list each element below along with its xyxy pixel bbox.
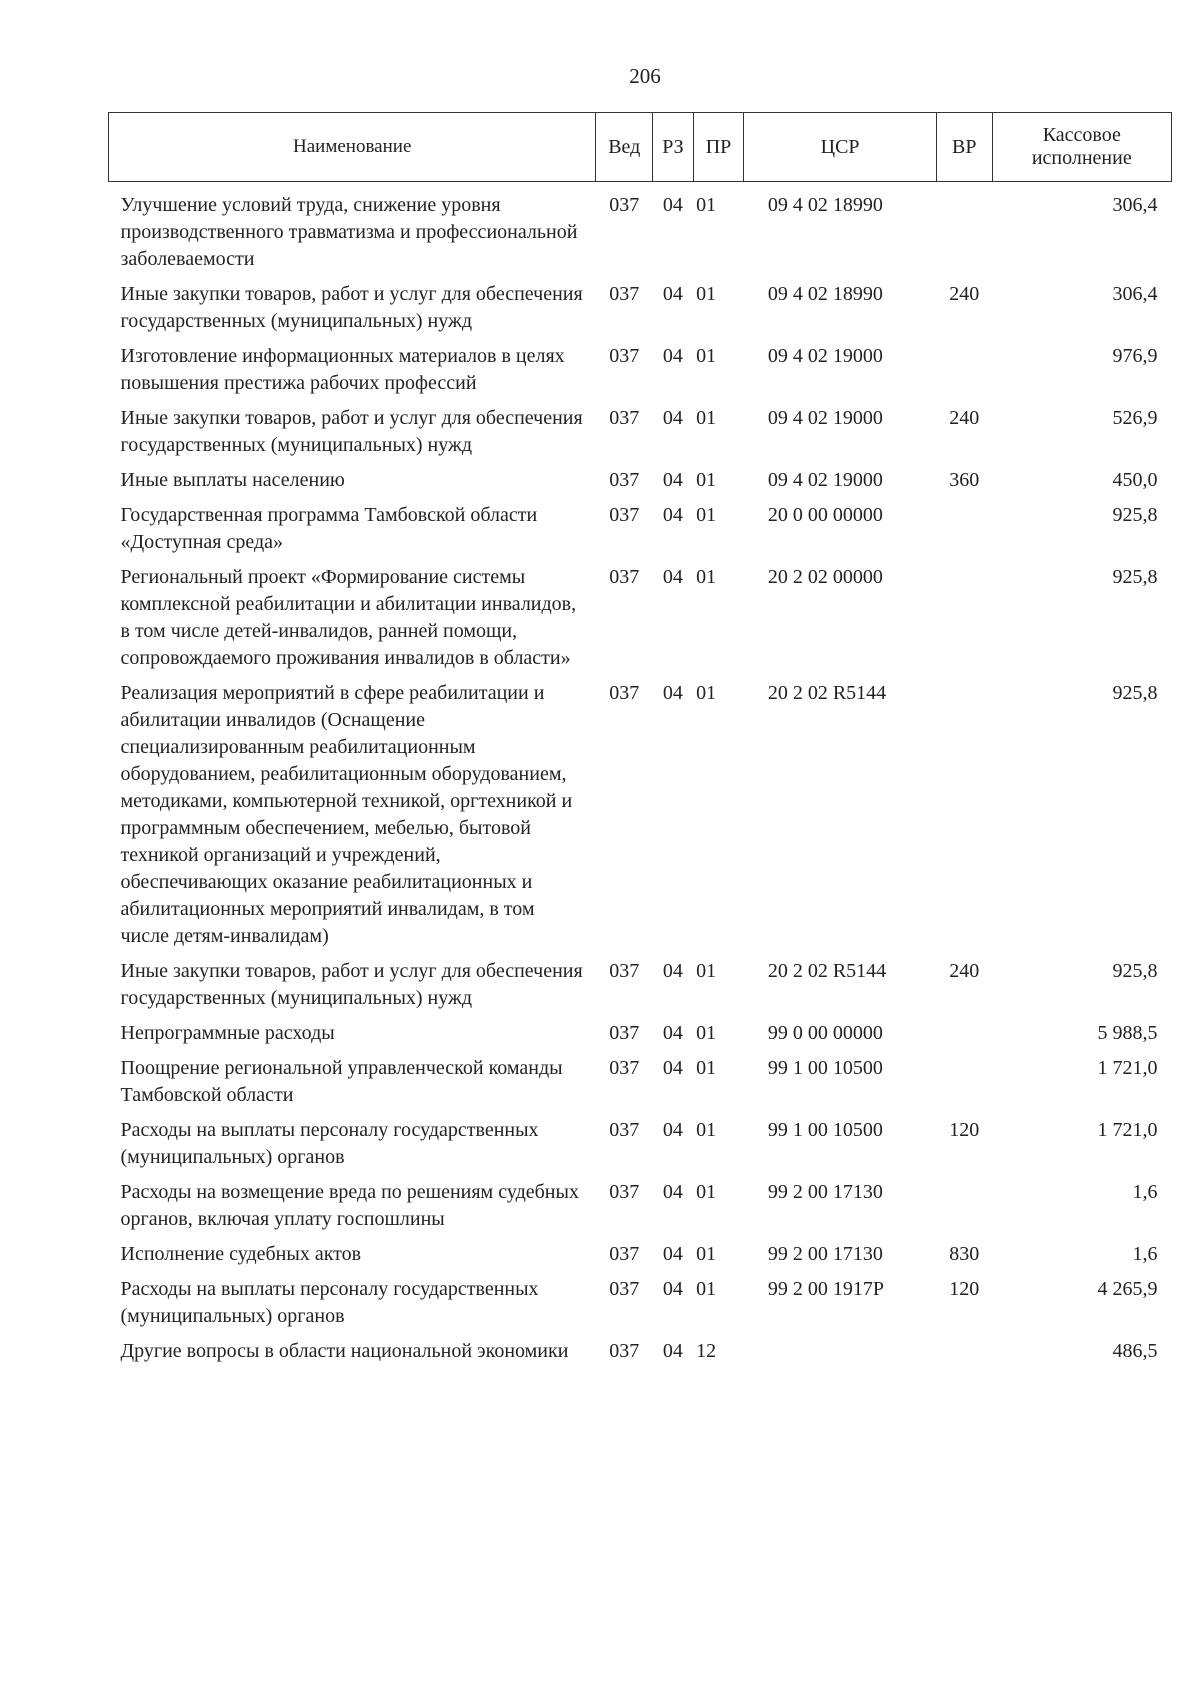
table-row xyxy=(109,564,1172,680)
cell-rz: 04 xyxy=(662,345,683,367)
header-csr: ЦСР xyxy=(744,113,937,182)
cell-rz: 04 xyxy=(662,469,683,491)
cell-ved: 037 xyxy=(609,960,640,982)
cell-csr: 20 2 02 00000 xyxy=(767,566,883,588)
cell-sum: 925,8 xyxy=(1112,682,1158,704)
cell-name: Иные закупки товаров, работ и услуг для обеспечения государственных (муниципальных) нужд xyxy=(120,283,583,332)
table-row xyxy=(109,1117,1172,1179)
table-row xyxy=(109,1276,1172,1338)
cell-ved: 037 xyxy=(609,1243,640,1265)
cell-ved: 037 xyxy=(609,469,640,491)
cell-rz: 04 xyxy=(662,960,683,982)
cell-vr: 240 xyxy=(949,283,980,305)
cell-vr xyxy=(936,182,992,282)
table-row xyxy=(109,467,1172,502)
cell-csr: 09 4 02 19000 xyxy=(767,345,883,367)
cell-ved: 037 xyxy=(609,407,640,429)
cell-name: Исполнение судебных актов xyxy=(120,1243,362,1265)
cell-sum: 306,4 xyxy=(1112,283,1158,305)
cell-name: Другие вопросы в области национальной экономики xyxy=(120,1340,569,1362)
cell-sum: 5 988,5 xyxy=(1097,1022,1158,1044)
cell-name: Реализация мероприятий в сфере реабилитации и абилитации инвалидов (Оснащение специализированным реабилитационным оборудованием, реабилитационным оборудованием, методиками, компьютерной техникой, оргтехникой и программным обеспечением, мебелью, бытовой техникой организаций и учреждений, обеспечивающих оказание реабилитационных и абилитационных мероприятий инвалидам, в том числе детям-инвалидам) xyxy=(120,682,573,947)
cell-rz: 04 xyxy=(662,504,683,526)
cell-vr xyxy=(936,1020,992,1055)
cell-name: Непрограммные расходы xyxy=(120,1022,335,1044)
cell-pr: 12 xyxy=(696,1340,717,1362)
cell-rz: 04 xyxy=(662,682,683,704)
cell-pr: 01 xyxy=(696,682,717,704)
cell-name: Государственная программа Тамбовской области «Доступная среда» xyxy=(120,504,538,553)
cell-pr: 01 xyxy=(696,1278,717,1300)
cell-pr: 01 xyxy=(696,1022,717,1044)
cell-csr: 99 0 00 00000 xyxy=(767,1022,883,1044)
header-sum xyxy=(992,113,1171,182)
header-vr: ВР xyxy=(936,113,992,182)
cell-csr: 20 2 02 R5144 xyxy=(767,960,887,982)
cell-ved: 037 xyxy=(609,1057,640,1079)
cell-vr: 830 xyxy=(949,1243,980,1265)
header-sum-line2: исполнение xyxy=(1031,147,1132,169)
cell-csr: 99 2 00 17130 xyxy=(767,1243,883,1265)
cell-ved: 037 xyxy=(609,566,640,588)
cell-pr: 01 xyxy=(696,194,717,216)
cell-vr xyxy=(936,1338,992,1373)
cell-csr: 09 4 02 19000 xyxy=(767,469,883,491)
budget-table xyxy=(108,112,1172,1373)
cell-rz: 04 xyxy=(662,283,683,305)
cell-vr: 120 xyxy=(949,1278,980,1300)
cell-sum: 306,4 xyxy=(1112,194,1158,216)
cell-sum: 925,8 xyxy=(1112,504,1158,526)
cell-sum: 526,9 xyxy=(1112,407,1158,429)
cell-rz: 04 xyxy=(662,1340,683,1362)
table-header xyxy=(109,113,1172,182)
cell-sum: 925,8 xyxy=(1112,566,1158,588)
cell-pr: 01 xyxy=(696,960,717,982)
cell-ved: 037 xyxy=(609,1022,640,1044)
cell-sum: 925,8 xyxy=(1112,960,1158,982)
cell-rz: 04 xyxy=(662,407,683,429)
table-row xyxy=(109,405,1172,467)
cell-vr xyxy=(936,1055,992,1117)
cell-ved: 037 xyxy=(609,1119,640,1141)
cell-ved: 037 xyxy=(609,194,640,216)
cell-csr: 99 2 00 1917Р xyxy=(767,1278,884,1300)
cell-name: Поощрение региональной управленческой команды Тамбовской области xyxy=(120,1057,563,1106)
cell-vr: 240 xyxy=(949,960,980,982)
table-row xyxy=(109,1338,1172,1373)
table-row xyxy=(109,281,1172,343)
header-ved: Вед xyxy=(596,113,653,182)
cell-sum: 450,0 xyxy=(1112,469,1158,491)
table-row xyxy=(109,1020,1172,1055)
cell-name: Расходы на возмещение вреда по решениям судебных органов, включая уплату госпошлины xyxy=(120,1181,579,1230)
cell-csr: 09 4 02 18990 xyxy=(767,194,883,216)
cell-pr: 01 xyxy=(696,504,717,526)
cell-pr: 01 xyxy=(696,1057,717,1079)
cell-ved: 037 xyxy=(609,283,640,305)
header-name: Наименование xyxy=(109,113,596,182)
header-pr: ПР xyxy=(693,113,744,182)
table-row xyxy=(109,1179,1172,1241)
cell-rz: 04 xyxy=(662,1278,683,1300)
cell-name: Иные выплаты населению xyxy=(120,469,345,491)
cell-vr: 120 xyxy=(949,1119,980,1141)
cell-name: Улучшение условий труда, снижение уровня производственного травматизма и профессиональной заболеваемости xyxy=(120,194,578,270)
cell-pr: 01 xyxy=(696,566,717,588)
cell-pr: 01 xyxy=(696,345,717,367)
cell-rz: 04 xyxy=(662,1057,683,1079)
cell-vr: 240 xyxy=(949,407,980,429)
cell-csr: 09 4 02 19000 xyxy=(767,407,883,429)
cell-name: Региональный проект «Формирование системы комплексной реабилитации и абилитации инвалидов, в том числе детей-инвалидов, ранней помощи, сопровождаемого проживания инвалидов в области» xyxy=(120,566,577,669)
table-row xyxy=(109,502,1172,564)
cell-vr xyxy=(936,564,992,680)
cell-ved: 037 xyxy=(609,1278,640,1300)
table-body xyxy=(109,182,1172,1374)
cell-name: Иные закупки товаров, работ и услуг для обеспечения государственных (муниципальных) нужд xyxy=(120,407,583,456)
cell-vr: 360 xyxy=(949,469,980,491)
table-row xyxy=(109,343,1172,405)
cell-pr: 01 xyxy=(696,1119,717,1141)
cell-vr xyxy=(936,343,992,405)
cell-vr xyxy=(936,1179,992,1241)
cell-csr: 99 2 00 17130 xyxy=(767,1181,883,1203)
cell-rz: 04 xyxy=(662,566,683,588)
cell-vr xyxy=(936,502,992,564)
cell-sum: 4 265,9 xyxy=(1097,1278,1158,1300)
cell-rz: 04 xyxy=(662,1181,683,1203)
cell-rz: 04 xyxy=(662,1119,683,1141)
cell-csr: 99 1 00 10500 xyxy=(767,1057,883,1079)
header-rz: РЗ xyxy=(653,113,694,182)
cell-sum: 976,9 xyxy=(1112,345,1158,367)
cell-ved: 037 xyxy=(609,682,640,704)
cell-name: Расходы на выплаты персоналу государственных (муниципальных) органов xyxy=(120,1278,539,1327)
cell-rz: 04 xyxy=(662,1243,683,1265)
cell-ved: 037 xyxy=(609,1181,640,1203)
table-row xyxy=(109,958,1172,1020)
cell-rz: 04 xyxy=(662,1022,683,1044)
cell-pr: 01 xyxy=(696,407,717,429)
cell-vr xyxy=(936,680,992,958)
cell-csr: 99 1 00 10500 xyxy=(767,1119,883,1141)
cell-sum: 486,5 xyxy=(1112,1340,1158,1362)
cell-pr: 01 xyxy=(696,1181,717,1203)
cell-pr: 01 xyxy=(696,283,717,305)
cell-ved: 037 xyxy=(609,504,640,526)
cell-csr: 09 4 02 18990 xyxy=(767,283,883,305)
cell-csr: 20 0 00 00000 xyxy=(767,504,883,526)
cell-csr xyxy=(744,1338,937,1373)
cell-sum: 1,6 xyxy=(1132,1181,1158,1203)
cell-ved: 037 xyxy=(609,1340,640,1362)
cell-csr: 20 2 02 R5144 xyxy=(767,682,887,704)
cell-name: Расходы на выплаты персоналу государственных (муниципальных) органов xyxy=(120,1119,539,1168)
cell-ved: 037 xyxy=(609,345,640,367)
cell-rz: 04 xyxy=(662,194,683,216)
cell-pr: 01 xyxy=(696,469,717,491)
cell-sum: 1,6 xyxy=(1132,1243,1158,1265)
table-row xyxy=(109,680,1172,958)
cell-name: Изготовление информационных материалов в целях повышения престижа рабочих профессий xyxy=(120,345,565,394)
page-number: 206 xyxy=(629,64,661,88)
table-row xyxy=(109,1241,1172,1276)
header-sum-line1: Кассовое xyxy=(1042,124,1121,146)
table-row xyxy=(109,182,1172,282)
cell-sum: 1 721,0 xyxy=(1097,1057,1158,1079)
cell-name: Иные закупки товаров, работ и услуг для обеспечения государственных (муниципальных) нужд xyxy=(120,960,583,1009)
cell-sum: 1 721,0 xyxy=(1097,1119,1158,1141)
table-row xyxy=(109,1055,1172,1117)
cell-pr: 01 xyxy=(696,1243,717,1265)
